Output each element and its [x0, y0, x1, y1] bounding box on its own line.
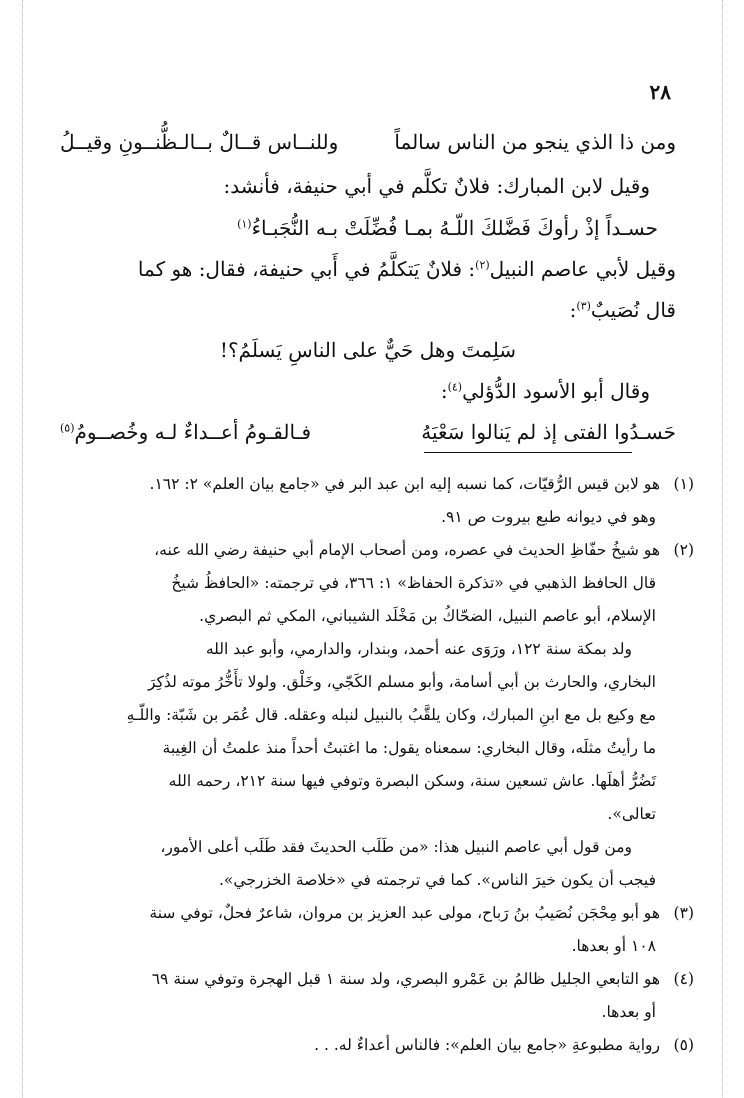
- prose-7-start: وقال أبو الأسود الدُّؤلي: [462, 379, 650, 403]
- verse-8-hemistich-left: [60, 420, 311, 444]
- prose-line-7: [60, 379, 676, 403]
- verse-1-hemistich-left: وللنــاس قــالٌ بــالـظُّنــونِ وقيــلُ: [60, 130, 339, 154]
- footnote-1-number: (١): [673, 475, 694, 493]
- verse-8-hemistich-left-text: فـالقـومُ أعــداءٌ لـه وخُصــومُ: [74, 420, 312, 444]
- footnote-2-line-11: فيجب أن يكون خيرَ الناس». كما في ترجمته في «خلاصة الخزرجي».: [219, 871, 656, 889]
- footnote-2-line-10: ومن قول أبي عاصم النبيل هذا: «من طَلَب الحديثَ فقد طَلَب أعلى الأمور،: [160, 838, 632, 856]
- prose-4-start: وقيل لأبي عاصم النبيل: [489, 257, 676, 281]
- footnote-3-line-2: ١٠٨ أو بعدها.: [571, 937, 656, 955]
- verse-line-6: سَلِمتَ وهل حَيٌّ على الناسِ يَسلَمُ؟!: [219, 338, 517, 362]
- verse-8-hemistich-right: حَسـدُوا الفتى إذ لم يَنالوا سَعْيَهُ: [421, 420, 676, 444]
- verse-line-3: [60, 216, 676, 240]
- page-number: ٢٨: [649, 80, 671, 104]
- footnote-3-line-1: [60, 897, 694, 930]
- prose-line-2: وقيل لابن المبارك: فلانٌ تكلَّم في أبي حنيفة، فأنشد:: [223, 174, 650, 198]
- footnote-2-line-4: ولد بمكة سنة ١٢٢، ورَوَى عنه أحمد، وبندار، والدارمي، وأبو عبد الله: [205, 640, 632, 658]
- verse-3-text: حسـداً إذْ رأوكَ فَضَّلكَ اللّـهُ بمـا فُضِّلَتْ بـه النُّجَبـاءُ: [251, 216, 658, 240]
- footnote-ref-1[interactable]: (١): [237, 217, 252, 231]
- footnote-ref-3[interactable]: (٣): [576, 299, 591, 313]
- footnote-2-line-2: قال الحافظ الذهبي في «تذكرة الحفاظ» ١: ٣٦٦، في ترجمته: «الحافظُ شيخُ: [171, 574, 656, 592]
- footnote-ref-4[interactable]: (٤): [447, 380, 463, 394]
- footnote-3-text-1: هو أبو مِحْجَن نُصَيبُ بنُ رَباح، مولى عبد العزيز بن مروان، شاعرٌ فحلٌ، توفي سنة: [149, 904, 660, 922]
- footnote-4-text-1: هو التابعي الجليل ظالمُ بن عَمْرو البصري، ولد سنة ١ قبل الهجرة وتوفي سنة ٦٩: [151, 970, 660, 988]
- footnote-1-line-2: وهو في ديوانه طبع بيروت ص ٩١.: [441, 508, 656, 526]
- footnote-2-line-6: مع وكيع بل مع ابنِ المبارك، وكان يلقَّبُ بالنبيل لنبله وعقله. قال عُمَر بن شَبّة: واللّـهِ: [126, 706, 656, 724]
- footnote-ref-5[interactable]: (٥): [60, 421, 75, 435]
- prose-7-end: :: [440, 379, 448, 403]
- verse-1-hemistich-right: ومن ذا الذي ينجو من الناس سالماً: [394, 130, 676, 154]
- footnote-2-line-9: تعالى».: [607, 805, 656, 823]
- footnote-2-line-7: ما رأيتُ مثلَه، وقال البخاري: سمعناه يقول: ما اغتبتُ أحداً منذ علمتُ أن الغِيبة: [162, 739, 656, 757]
- footnote-4-line-2: أو بعدها.: [601, 1003, 656, 1021]
- footnote-3-number: (٣): [673, 904, 694, 922]
- footnote-2-text-1: هو شيخُ حفّاظِ الحديث في عصره، ومن أصحاب الإمام أبي حنيفة رضي الله عنه،: [154, 541, 660, 559]
- prose-5-start: قال نُصَيبٌ: [590, 298, 676, 322]
- footnote-2-line-5: البخاري، والحارث بن أبي أسامة، وأبو مسلم الكَجّي، وخَلْق. ولولا تأَخُّرُ موته لذُكِرَ: [148, 673, 656, 691]
- footnote-2-number: (٢): [673, 541, 694, 559]
- footnote-2-line-1: [60, 534, 694, 567]
- footnote-2-line-8: تَضُرُّ أهلَها. عاش تسعين سنة، وسكن البصرة وتوفي فيها سنة ٢١٢، رحمه الله: [168, 772, 656, 790]
- footnote-4-number: (٤): [673, 970, 694, 988]
- footnote-2-line-3: الإسلام، أبو عاصم النبيل، الضحّاكُ بن مَخْلَد الشيباني، المكي ثم البصري.: [199, 607, 656, 625]
- prose-line-5: [60, 298, 676, 322]
- footnote-ref-2[interactable]: (٢): [475, 258, 490, 272]
- footnote-1-text-1: هو لابن قيس الرُّقيّات، كما نسبه إليه ابن عبد البر في «جامع بيان العلم» ٢: ١٦٢.: [149, 475, 660, 493]
- footnote-5-line-1: [60, 1029, 694, 1062]
- prose-4-end: : فلانٌ يَتكلَّمُ في أَبي حنيفة، فقال: هو كما: [137, 257, 476, 281]
- footnote-5-number: (٥): [673, 1036, 694, 1054]
- footnote-5-text-1: رواية مطبوعةِ «جامع بيان العلم»: فالناس أعداءٌ له. . .: [314, 1036, 660, 1054]
- prose-5-end: :: [569, 298, 577, 322]
- prose-line-4: [60, 257, 676, 281]
- footnote-4-line-1: [60, 963, 694, 996]
- footnote-1-line-1: [60, 468, 694, 501]
- footnote-separator: [424, 452, 632, 453]
